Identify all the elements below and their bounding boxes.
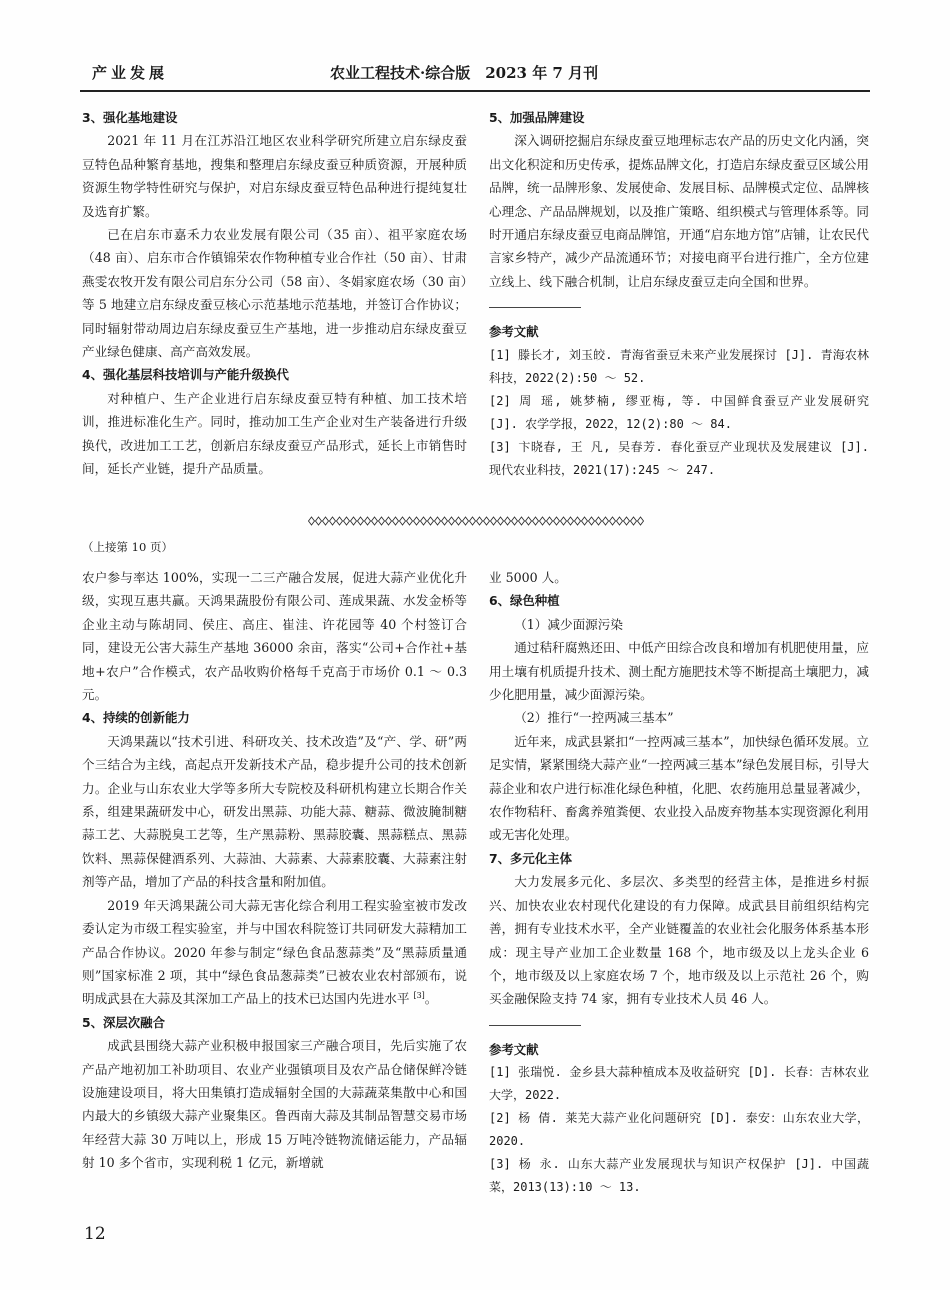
reference-item: [1] 滕长才, 刘玉皎. 青海省蚕豆未来产业发展探讨 [J]. 青海农林科技，2022(2):50 ～ 52. (489, 347, 869, 385)
paragraph: 深入调研挖掘启东绿皮蚕豆地理标志农产品的历史文化内涵，突出文化积淀和历史传承，提炼品牌文化，打造启东绿皮蚕豆区域公用品牌，统一品牌形象、发展使命、发展目标、品牌模式定位、品牌核心理念、产品品牌规划，以及推广策略、组织模式与管理体系等。同时开通启东绿皮蚕豆电商品牌馆，开通“启东地方馆”店铺，让农民代言家乡特产，减少产品流通环节；对接电商平台进行推广，全方位建立线上、线下融合机制，让启东绿皮蚕豆走向全国和世界。 (489, 133, 869, 289)
citation-marker: [3] (413, 991, 425, 1001)
top-right-column (489, 106, 869, 482)
reference-item: [2] 周 瑶, 姚梦楠, 缪亚梅, 等. 中国鲜食蚕豆产业发展研究 [J]. 农学学报，2022，12(2):80 ～ 84. (489, 393, 869, 431)
reference-item: [2] 杨 倩. 莱芜大蒜产业化问题研究 [D]. 泰安：山东农业大学，2020. (489, 1111, 869, 1149)
page-number: 12 (84, 1224, 106, 1244)
reference-item: [3] 杨 永. 山东大蒜产业发展现状与知识产权保护 [J]. 中国蔬菜，2013(13):10 ～ 13. (489, 1157, 869, 1195)
reference-item: [3] 卞晓春, 王 凡, 吴春芳. 春化蚕豆产业现状及发展建议 [J]. 现代农业科技，2021(17):245 ～ 247. (489, 439, 869, 477)
paragraph-end: 。 (424, 991, 438, 1007)
references-rule (489, 307, 581, 308)
section-heading: 4、强化基层科技培训与产能升级换代 (82, 367, 289, 383)
paragraph: 成武县围绕大蒜产业积极申报国家三产融合项目，先后实施了农产品产地初加工补助项目、农业产业强镇项目及农产品仓储保鲜冷链设施建设项目，将大田集镇打造成辐射全国的大蒜蔬菜集散中心和国内最大的乡镇级大蒜产业聚集区。鲁西南大蒜及其制品智慧交易市场年经营大蒜 30 万吨以上，形成 15 万吨冷链物流储运能力，产品辐射 10 多个省市，实现利税 1 亿元，新增就 (82, 1038, 467, 1171)
subsection-heading: （1）减少面源污染 (514, 616, 623, 632)
paragraph: 业 5000 人。 (489, 570, 567, 585)
continued-note: （上接第 10 页） (82, 540, 173, 554)
diamond-divider (308, 515, 644, 527)
section-heading: 5、深层次融合 (82, 1014, 165, 1030)
header-rule (80, 90, 870, 92)
section-label: 产业发展 (92, 64, 169, 82)
references-rule (489, 1025, 581, 1026)
bottom-left-column (82, 566, 467, 1175)
journal-title: 农业工程技术·综合版 2023 年 7 月刊 (330, 64, 599, 82)
paragraph (82, 894, 467, 1011)
references-title: 参考文献 (489, 324, 539, 340)
references-title: 参考文献 (489, 1041, 539, 1057)
paragraph: 天鸿果蔬以“技术引进、科研攻关、技术改造”及“产、学、研”两个三结合为主线，高起点开发新技术产品，稳步提升公司的技术创新力。企业与山东农业大学等多所大专院校及科研机构建立长期合作关系，组建果蔬研发中心，研发出黑蒜、功能大蒜、糖蒜、微波腌制糖蒜工艺、大蒜脱臭工艺等，生产黑蒜粉、黑蒜胶囊、黑蒜糕点、黑蒜饮料、黑蒜保健酒系列、大蒜油、大蒜素、大蒜素胶囊、大蒜素注射剂等产品，增加了产品的科技含量和附加值。 (82, 733, 467, 890)
section-heading: 4、持续的创新能力 (82, 710, 190, 726)
section-heading: 6、绿色种植 (489, 593, 560, 609)
paragraph: 大力发展多元化、多层次、多类型的经营主体，是推进乡村振兴、加快农业农村现代化建设的有力保障。成武县目前组织结构完善，拥有专业技术水平，全产业链覆盖的农业社会化服务体系基本形成：现主导产业加工企业数量 168 个，地市级及以上龙头企业 6 个，地市级及以上家庭农场 7 个，地市级及以上示范社 26 个，购买金融保险支持 74 家，拥有专业技术人员 46 人。 (489, 874, 869, 1007)
section-heading: 7、多元化主体 (489, 850, 572, 866)
section-heading: 3、强化基地建设 (82, 110, 178, 125)
paragraph: 农户参与率达 100%，实现一二三产融合发展，促进大蒜产业优化升级，实现互惠共赢。天鸿果蔬股份有限公司、莲成果蔬、水发金桥等企业主动与陈胡同、侯庄、高庄、崔洼、许花园等 40 个村签订合同，建设无公害大蒜生产基地 36000 余亩，落实“公司+合作社+基地+农户”合作模式，农产品收购价格每千克高于市场价 0.1 ～ 0.3 元。 (82, 570, 467, 703)
top-left-column (82, 106, 467, 481)
subsection-heading: （2）推行“一控两减三基本” (514, 710, 674, 726)
paragraph: 对种植户、生产企业进行启东绿皮蚕豆特有种植、加工技术培训，推进标准化生产。同时，推动加工生产企业对生产装备进行升级换代，改进加工工艺，创新启东绿皮蚕豆产品形式，延长上市销售时间，延长产业链，提升产品质量。 (82, 390, 467, 477)
paragraph: 2021 年 11 月在江苏沿江地区农业科学研究所建立启东绿皮蚕豆特色品种繁育基地，搜集和整理启东绿皮蚕豆种质资源，开展种质资源生物学特性研究与保护，对启东绿皮蚕豆特色品种进行提纯复壮及选育扩繁。 (82, 133, 467, 219)
reference-item: [1] 张瑞悦. 金乡县大蒜种植成本及收益研究 [D]. 长春：吉林农业大学，2022. (489, 1065, 869, 1103)
paragraph-text: 2019 年天鸿果蔬公司大蒜无害化综合利用工程实验室被市发改委认定为市级工程实验室，并与中国农科院签订共同研发大蒜精加工产品合作协议。2020 年参与制定“绿色食品葱蒜类”及“黑蒜质量通则”国家标准 2 项，其中“绿色食品葱蒜类”已被农业农村部颁布，说明成武县在大蒜及其深加工产品上的技术已达国内先进水平 (82, 897, 467, 1007)
paragraph: 已在启东市嘉禾力农业发展有限公司（35 亩）、祖平家庭农场（48 亩）、启东市合作镇锦荣农作物种植专业合作社（50 亩）、甘肃燕雯农牧开发有限公司启东分公司（58 亩）、冬娟家庭农场（30 亩）等 5 地建立启东绿皮蚕豆核心示范基地示范基地，并签订合作协议；同时辐射带动周边启东绿皮蚕豆生产基地，进一步推动启东绿皮蚕豆产业绿色健康、高产高效发展。 (82, 227, 467, 360)
bottom-right-column (489, 566, 869, 1199)
paragraph: 通过秸秆腐熟还田、中低产田综合改良和增加有机肥使用量，应用土壤有机质提升技术、测土配方施肥技术等不断提高土壤肥力，减少化肥用量，减少面源污染。 (489, 640, 869, 703)
paragraph: 近年来，成武县紧扣“一控两减三基本”，加快绿色循环发展。立足实情，紧紧围绕大蒜产业“一控两减三基本”绿色发展目标，引导大蒜企业和农户进行标准化绿色种植，化肥、农药施用总量显著减少，农作物秸秆、畜禽养殖粪便、农业投入品废弃物基本实现资源化利用或无害化处理。 (489, 733, 869, 843)
section-heading: 5、加强品牌建设 (489, 110, 585, 125)
